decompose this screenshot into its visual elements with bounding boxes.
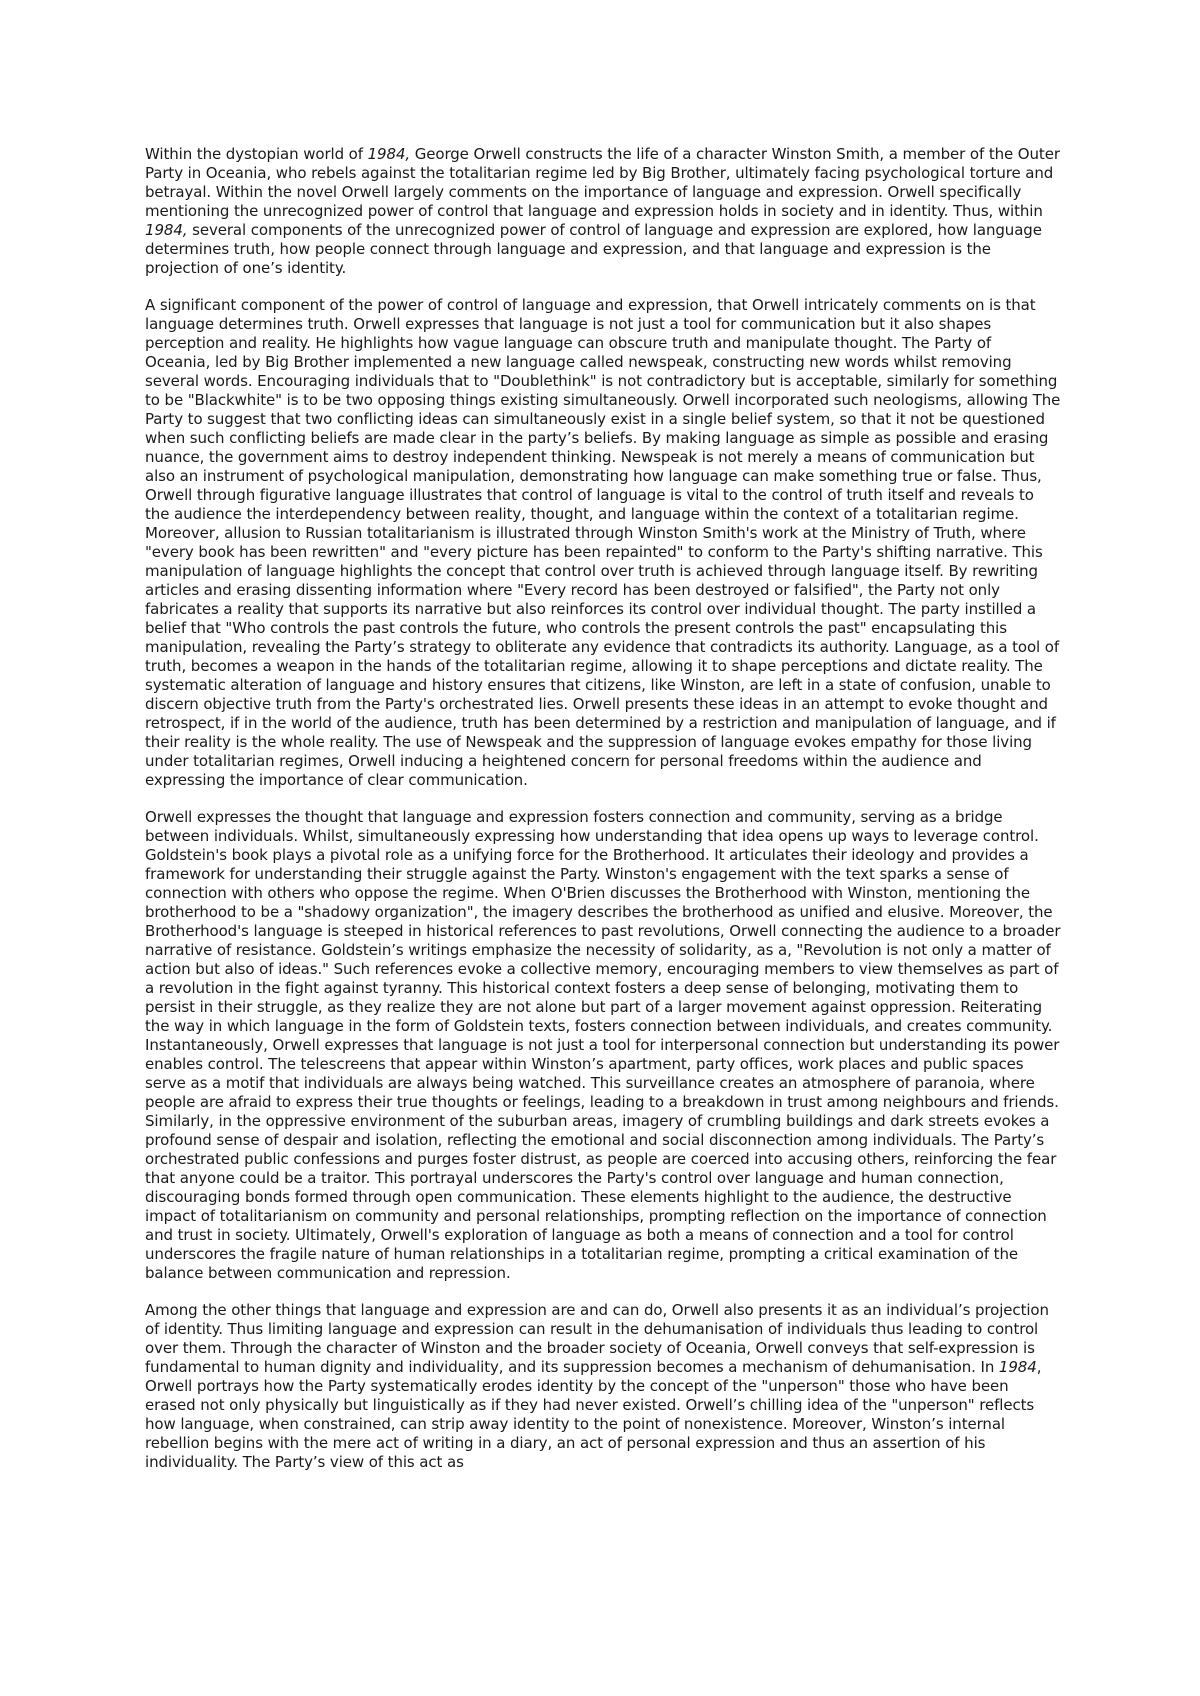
novel-title: 1984, [145, 221, 188, 239]
paragraph-text: Among the other things that language and expression are and can do, Orwell also presents it as an individual’s projection of identity. Thus limiting language and expression can result in the dehumanisation of individuals thus leading to control over them. Through the character of Winston and the broader society of Oceania, Orwell conveys that self-expression is fundamental to human dignity and individuality, and its suppression becomes a mechanism of dehumanisation. In [145, 1301, 1049, 1376]
paragraph-language-truth [145, 296, 1061, 790]
paragraph-text: , Orwell portrays how the Party systematically erodes identity by the concept of the "unperson" those who have been erased not only physically but linguistically as if they had never existed. Orwell’s chilling idea of the "unperson" reflects how language, when constrained, can strip away identity to the point of nonexistence. Moreover, Winston’s internal rebellion begins with the mere act of writing in a diary, an act of personal expression and thus an assertion of his individuality. The Party’s view of this act as [145, 1358, 1042, 1471]
paragraph-introduction [145, 145, 1061, 278]
paragraph-language-identity [145, 1301, 1061, 1472]
document-body [145, 145, 1061, 1490]
paragraph-text: several components of the unrecognized power of control of language and expression are explored, how language determines truth, how people connect through language and expression, and that language and expression is the projection of one’s identity. [145, 221, 1042, 277]
paragraph-text: Orwell expresses the thought that language and expression fosters connection and community, serving as a bridge between individuals. Whilst, simultaneously expressing how understanding that idea opens up ways to leverage control. Goldstein's book plays a pivotal role as a unifying force for the Brotherhood. It articulates their ideology and provides a framework for understanding their struggle against the Party. Winston's engagement with the text sparks a sense of connection with others who oppose the regime. When O'Brien discusses the Brotherhood with Winston, mentioning the brotherhood to be a "shadowy organization", the imagery describes the brotherhood as unified and elusive. Moreover, the Brotherhood's language is steeped in historical references to past revolutions, Orwell connecting the audience to a broader narrative of resistance. Goldstein’s writings emphasize the necessity of solidarity, as a, "Revolution is not only a matter of action but also of ideas." Such references evoke a collective memory, encouraging members to view themselves as part of a revolution in the fight against tyranny. This historical context fosters a deep sense of belonging, motivating them to persist in their struggle, as they realize they are not alone but part of a larger movement against oppression. Reiterating the way in which language in the form of Goldstein texts, fosters connection between individuals, and creates community. Instantaneously, Orwell expresses that language is not just a tool for interpersonal connection but understanding its power enables control. The telescreens that appear within Winston’s apartment, party offices, work places and public spaces serve as a motif that individuals are always being watched. This surveillance creates an atmosphere of paranoia, where people are afraid to express their true thoughts or feelings, leading to a breakdown in trust among neighbours and friends. Similarly, in the oppressive environment of the suburban areas, imagery of crumbling buildings and dark streets evokes a profound sense of despair and isolation, reflecting the emotional and social disconnection among individuals. The Party’s orchestrated public confessions and purges foster distrust, as people are coerced into accusing others, reinforcing the fear that anyone could be a traitor. This portrayal underscores the Party's control over language and human connection, discouraging bonds formed through open communication. These elements highlight to the audience, the destructive impact of totalitarianism on community and personal relationships, prompting reflection on the importance of connection and trust in society. Ultimately, Orwell's exploration of language as both a means of connection and a tool for control underscores the fragile nature of human relationships in a totalitarian regime, prompting a critical examination of the balance between communication and repression. [145, 808, 1061, 1282]
paragraph-language-connection [145, 808, 1061, 1283]
paragraph-text: Within the dystopian world of [145, 145, 368, 163]
paragraph-text: George Orwell constructs the life of a character Winston Smith, a member of the Outer Party in Oceania, who rebels against the totalitarian regime led by Big Brother, ultimately facing psychological torture and betrayal. Within the novel Orwell largely comments on the importance of language and expression. Orwell specifically mentioning the unrecognized power of control that language and expression holds in society and in identity. Thus, within [145, 145, 1060, 220]
novel-title: 1984 [998, 1358, 1037, 1376]
novel-title: 1984, [367, 145, 411, 163]
paragraph-text: A significant component of the power of control of language and expression, that Orwell intricately comments on is that language determines truth. Orwell expresses that language is not just a tool for communication but it also shapes perception and reality. He highlights how vague language can obscure truth and manipulate thought. The Party of Oceania, led by Big Brother implemented a new language called newspeak, constructing new words whilst removing several words. Encouraging individuals that to "Doublethink" is not contradictory but is acceptable, similarly for something to be "Blackwhite" is to be two opposing things existing simultaneously. Orwell incorporated such neologisms, allowing The Party to suggest that two conflicting ideas can simultaneously exist in a single belief system, so that it not be questioned when such conflicting beliefs are made clear in the party’s beliefs. By making language as simple as possible and erasing nuance, the government aims to destroy independent thinking. Newspeak is not merely a means of communication but also an instrument of psychological manipulation, demonstrating how language can make something true or false. Thus, Orwell through figurative language illustrates that control of language is vital to the control of truth itself and reveals to the audience the interdependency between reality, thought, and language within the context of a totalitarian regime. Moreover, allusion to Russian totalitarianism is illustrated through Winston Smith's work at the Ministry of Truth, where "every book has been rewritten" and "every picture has been repainted" to conform to the Party's shifting narrative. This manipulation of language highlights the concept that control over truth is achieved through language itself. By rewriting articles and erasing dissenting information where "Every record has been destroyed or falsified", the Party not only fabricates a reality that supports its narrative but also reinforces its control over individual thought. The party instilled a belief that "Who controls the past controls the future, who controls the present controls the past" encapsulating this manipulation, revealing the Party’s strategy to obliterate any evidence that contradicts its authority. Language, as a tool of truth, becomes a weapon in the hands of the totalitarian regime, allowing it to shape perceptions and dictate reality. The systematic alteration of language and history ensures that citizens, like Winston, are left in a state of confusion, unable to discern objective truth from the Party's orchestrated lies. Orwell presents these ideas in an attempt to evoke thought and retrospect, if in the world of the audience, truth has been determined by a restriction and manipulation of language, and if their reality is the whole reality. The use of Newspeak and the suppression of language evokes empathy for those living under totalitarian regimes, Orwell inducing a heightened concern for personal freedoms within the audience and expressing the importance of clear communication. [145, 296, 1061, 789]
